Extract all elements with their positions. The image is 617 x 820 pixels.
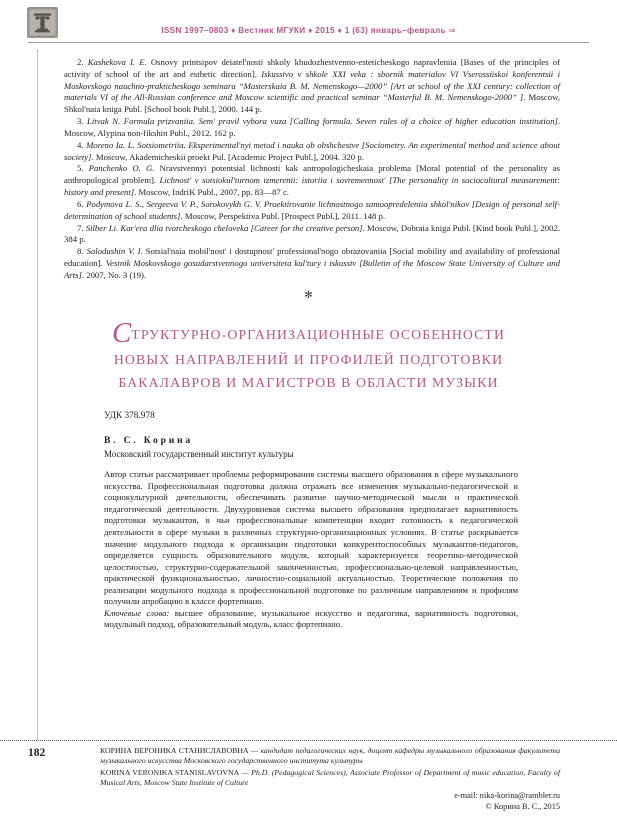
footer-author-en-name: KORINA VERONIKA STANISLAVOVNA — [100, 768, 240, 778]
header-issn-line: ISSN 1997–0803 ♦ Вестник МГУКИ ♦ 2015 ♦ 1 (63) январь–февраль ⇒ — [161, 26, 456, 35]
title-line-2: НОВЫХ НАПРАВЛЕНИЙ И ПРОФИЛЕЙ ПОДГОТОВКИ — [113, 351, 504, 367]
references-list — [64, 57, 560, 282]
title-line-3: БАКАЛАВРОВ И МАГИСТРОВ В ОБЛАСТИ МУЗЫКИ — [118, 375, 499, 391]
article-title — [58, 316, 559, 395]
footer-email[interactable]: e-mail: nika-korina@rambler.ru — [454, 791, 560, 801]
footer-texts — [100, 746, 560, 812]
column-emblem-icon — [27, 7, 58, 38]
title-drop-cap: С — [111, 316, 132, 349]
reference-item: 7. Silber Li. Kar'era dlia tvorcheskogo cheloveka [Career for the creative person]. Moscow, Dobraia kniga Publ. [Kind book Publ.], 2002. 384 p. — [64, 222, 561, 245]
reference-item: 2. Kashekova I. E. Osnovy printsipov deiatel'nosti shkoly khudozhestvenno-esteticheskogo napravleniia [Bases of the principles of activity of school of the art and esthetic direction]. Iskusstvo v shkole XXI veka : sbornik materialov VI Vserossiiskoi konferentsii i Moskovskogo nauchno-prakticheskogo seminara “Masterskaia B. M. Nemenskogo—2000” [Art at school of the XXI century: collection of materials VI of the All-Russian conference and Moscow scientific and practical seminar “Masterful B. M. Nemenskogo-2000” ]. Moscow, Shkol'naia kniga Publ. [School book Publ.], 2000. 144 p. — [64, 57, 561, 115]
reference-item: 6. Podymova L. S., Sergeeva V. P., Sorokovykh G. V. Proektirovanie lichnostnogo samoopredeleniia shkol'nikov [Design of personal self-determination of school students]. Moscow, Perspektiva Publ. [Prospect Publ.], 2011. 148 p. — [64, 198, 560, 221]
header-rule — [28, 42, 589, 43]
footer-author-ru-desc: — кандидат педагогических наук, доцент кафедры музыкального образования факультета музыкального искусства Московского государственного института культуры — [100, 745, 560, 765]
footer-author-ru-name: КОРИНА ВЕРОНИКА СТАНИСЛАВОВНА — [100, 745, 249, 755]
footer-body — [0, 741, 617, 820]
author-affiliation: Московский государственный институт культуры — [104, 449, 294, 460]
journal-logo — [27, 7, 58, 38]
udc-code: УДК 378.978 — [104, 411, 155, 422]
reference-item: 8. Solodushin V. I. Sotsial'naia mobil'nost' i dostupnost' professional'nogo obrazovaniia [Social mobility and availability of professional education]. Vestnik Moskovskogo gosudarstvennogo universiteta kul'tury i iskusstv [Bulletin of the Moscow State University of Culture and Arts]. 2007, No. 3 (19). — [64, 246, 560, 280]
footer-copyright: © Корина В. С., 2015 — [485, 801, 560, 811]
keywords-line — [104, 608, 518, 631]
title-line-1-text: ТРУКТУРНО-ОРГАНИЗАЦИОННЫЕ ОСОБЕННОСТИ — [131, 326, 506, 342]
left-margin-rule — [37, 49, 38, 744]
page-number: 182 — [28, 746, 46, 759]
footer-author-en — [100, 768, 560, 788]
page-footer — [0, 740, 617, 820]
article-block — [104, 411, 518, 631]
keywords-label: Ключевые слова: — [104, 607, 170, 618]
abstract-text: Автор статьи рассматривает проблемы реформирования системы высшего образования в сфере музыкального искусства. Профессиональная подготовка должна отражать все изменения музыкально-педагогической и социокультурной деятельности, обеспечивать развитие научно-методической мысли и практической педагогической деятельности. Двухуровневая система высшего образования предполагает вариативность подготовки музыкантов, в чьи профессиональные компетенции входит готовность к педагогической деятельности в сфере музыки в различных структурно-организационных условиях. В статье раскрывается значение модульного подхода к организации подготовки конкурентоспособных музыкантов-педагогов, определяется сущность образовательного модуля, который характеризуется теоретико-методической целостностью, структурно-содержательной законченностью, профессионально-целевой направленностью, практической функциональностью, личностно-социальной актуальностью. Теоретические положения по реализации модульного подхода к профессиональной подготовке по различным направлениям и профилям получили апробацию в классе фортепиано. — [104, 469, 518, 607]
footer-author-en-desc: — Ph.D. (Pedagogical Sciences), Associate Professor of Department of music education, Faculty of Musical Arts, Moscow State Institute of Culture — [100, 768, 560, 788]
reference-item: 4. Moreno Ia. L. Sotsiometriia. Eksperimental'nyi metod i nauka ob obshchestve [Sociometry. An experimental method and science about society]. Moscow, Akademicheskii proekt Pul. [Academic Project Publ.], 2004. 320 p. — [64, 139, 560, 162]
footer-author-ru — [100, 746, 560, 766]
author-name: В. С. Корина — [104, 435, 193, 447]
reference-item: 3. Litvak N. Formula prizvaniia. Sem' pravil vybora vuza [Calling formula. Seven rules of a choice of higher education institution]. Moscow, Alypina non-fikshin Publ., 2012. 162 p. — [64, 116, 561, 138]
title-line-1 — [58, 316, 559, 349]
reference-item: 5. Panchenko O. G. Nravstvennyi potentsial lichnosti kak antropologicheskaia problema [Moral potential of the personality as anthropological problem]. Lichnost' v sotsiokul'turnom izmerenii: istoriia i sovremennost' [The personality in sociocultural measurement: history and present]. Moscow, IndriK Publ., 2007, pp. 83—87 c. — [64, 163, 561, 198]
section-divider-star: ✻ — [304, 289, 313, 301]
keywords-text: высшее образование, музыкальное искусство и педагогика, вариативность подготовки, модульный подход, образовательный модуль, класс фортепиано. — [104, 607, 519, 630]
